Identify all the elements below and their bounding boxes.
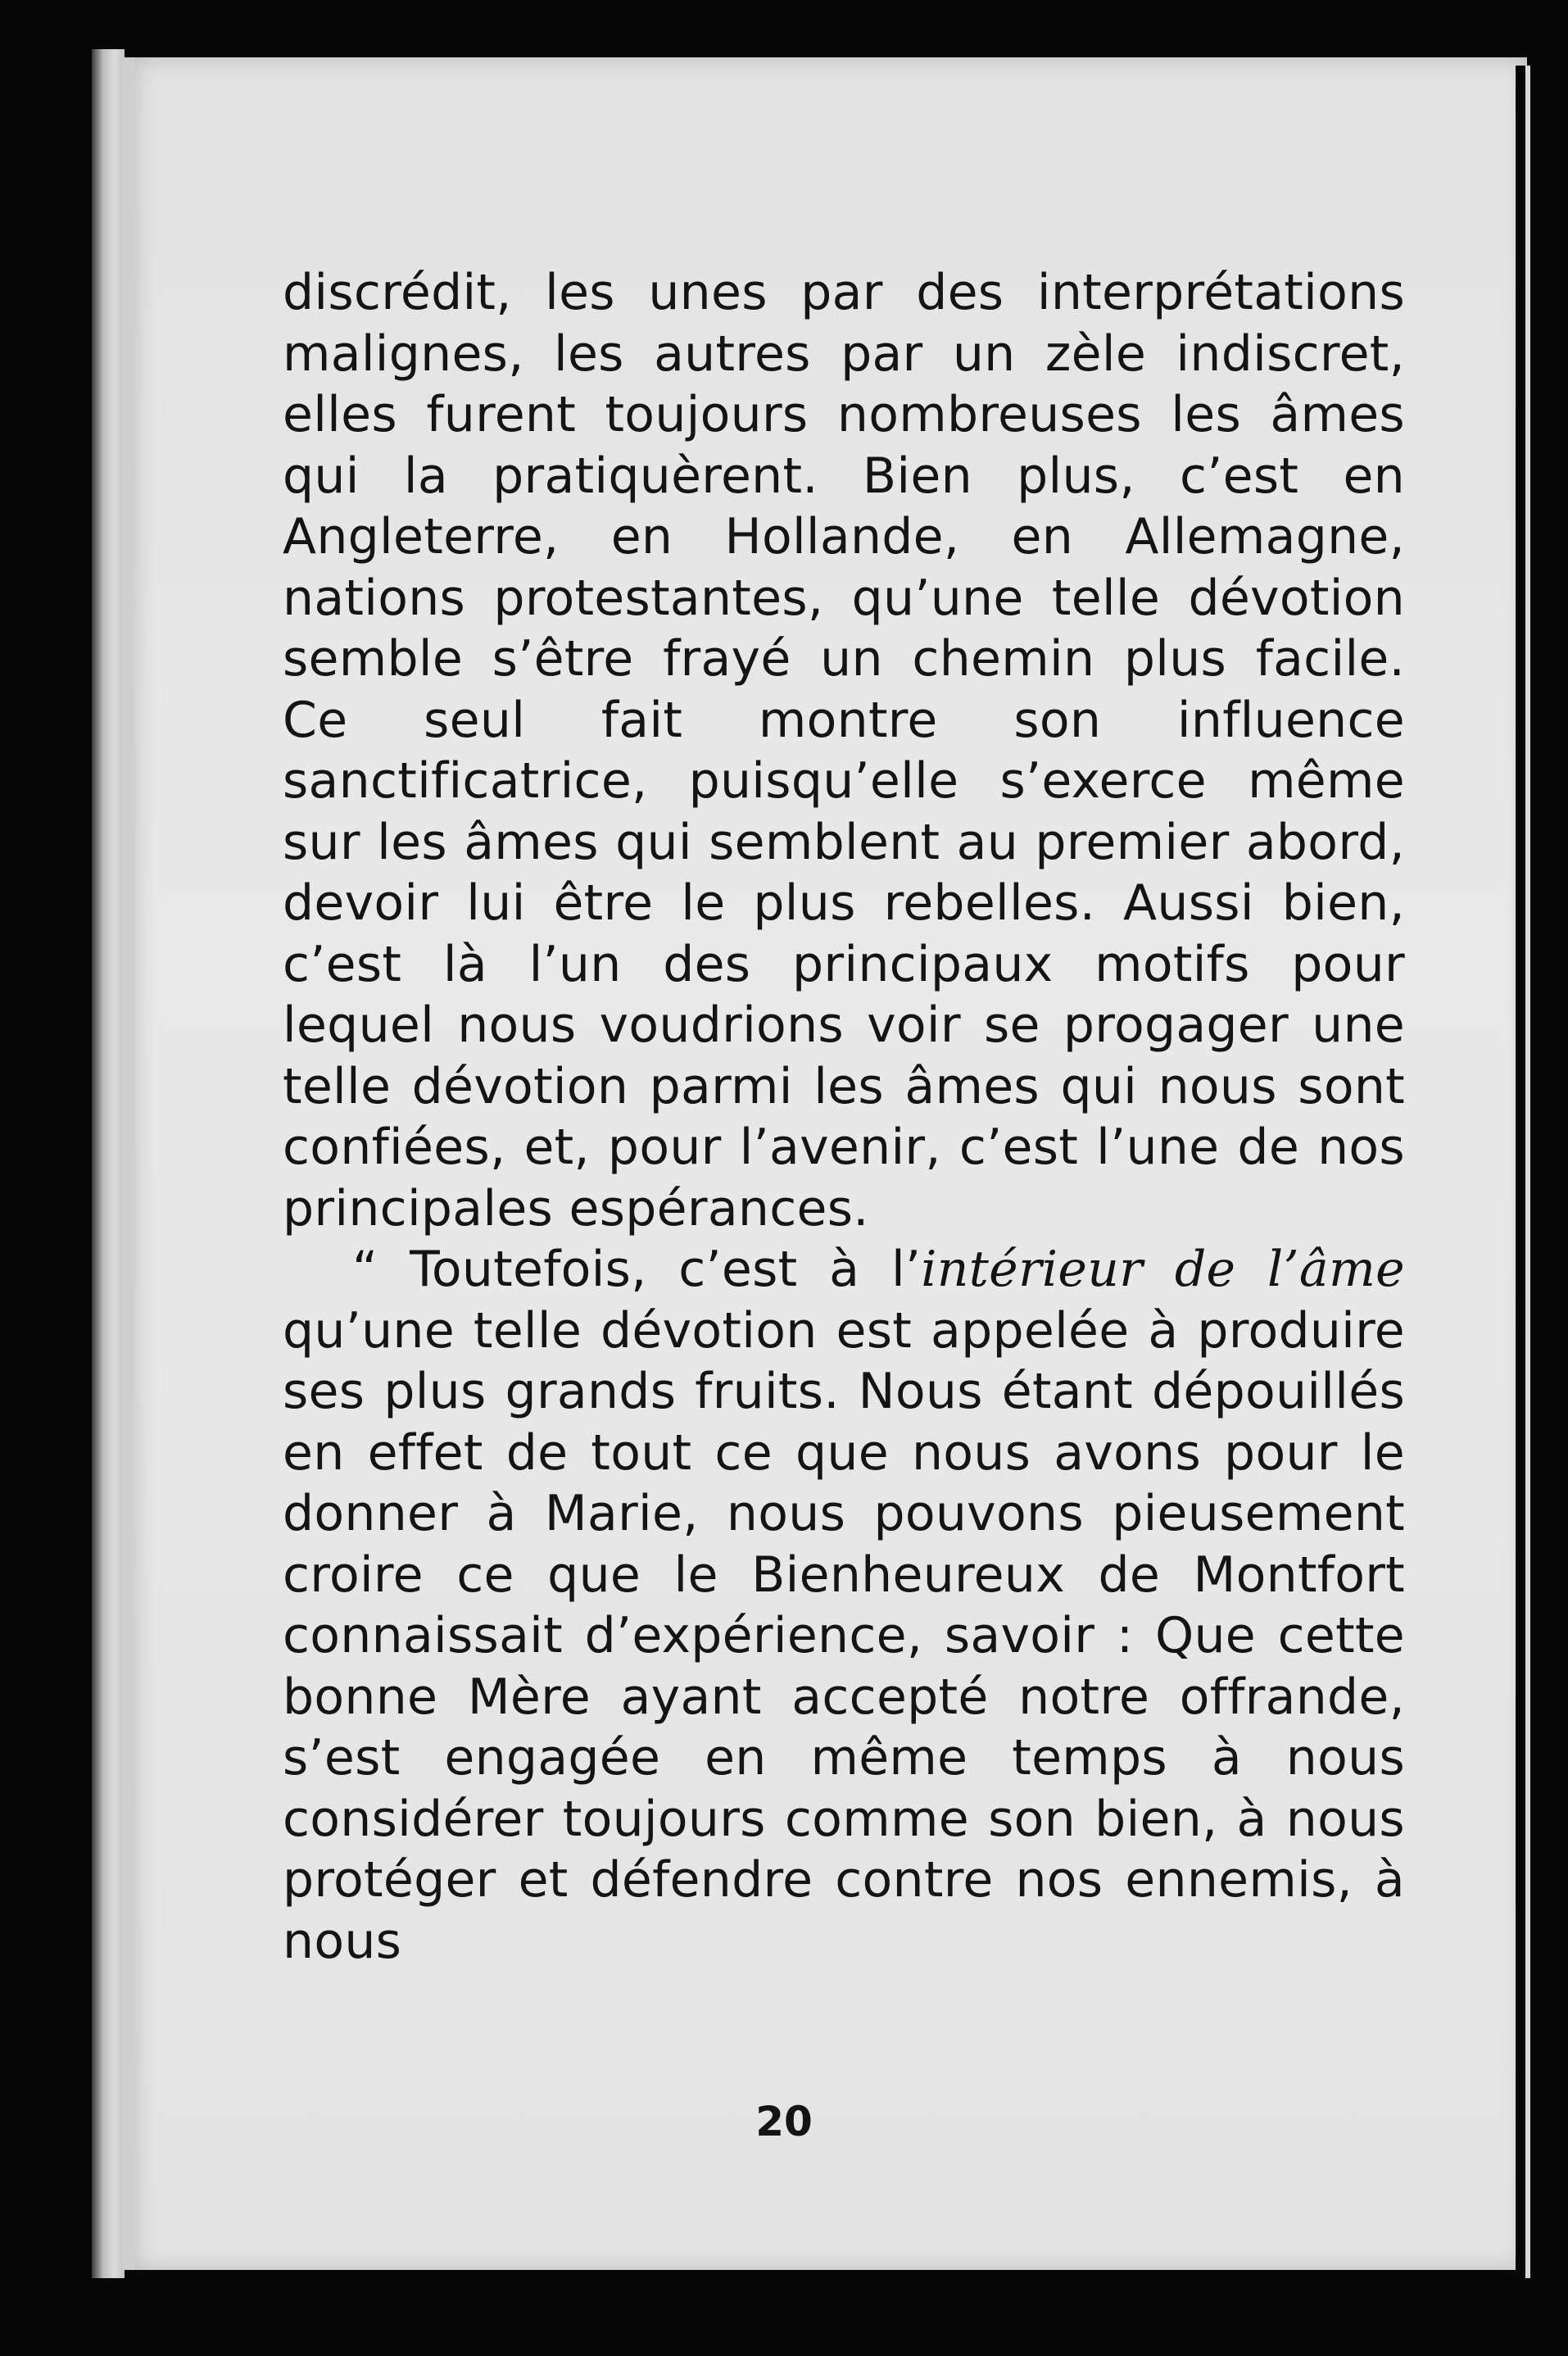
paragraph-2-italic-phrase: intérieur de l’âme — [921, 1241, 1405, 1298]
paragraph-2 — [283, 1239, 1405, 1972]
page-number: 20 — [755, 2098, 813, 2145]
book-binding-line — [1525, 66, 1530, 2278]
body-text — [283, 262, 1405, 1972]
paragraph-1-text: discrédit, les unes par des interprétations malignes, les autres par un zèle indiscret, elles furent toujours nombreuses les âmes qui la pratiquèrent. Bien plus, c’est en Angleterre, en Hollande, en Allemagne, nations protestantes, qu’une telle dévotion semble s’être frayé un chemin plus facile. Ce seul fait montre son influence sanctificatrice, puisqu’elle s’exerce même sur les âmes qui semblent au premier abord, devoir lui être le plus rebelles. Aussi bien, c’est là l’un des principaux motifs pour lequel nous voudrions voir se progager une telle dévotion parmi les âmes qui nous sont confiées, et, pour l’avenir, c’est l’une de nos principales espérances. — [283, 264, 1405, 1237]
book-page-right-shadow — [1516, 66, 1568, 2278]
paragraph-2-text-start: “ Toutefois, c’est à l’ — [352, 1241, 922, 1298]
paragraph-2-text-end: qu’une telle dévotion est appelée à produire ses plus grands fruits. Nous étant dépouillés en effet de tout ce que nous avons pour le donner à Marie, nous pouvons pieusement croire ce que le Bienheureux de Montfort connaissait d’expérience, savoir : Que cette bonne Mère ayant accepté notre offrande, s’est engagée en même temps à nous considérer toujours comme son bien, à nous protéger et défendre contre nos ennemis, à nous — [283, 1301, 1405, 1970]
paragraph-1 — [283, 262, 1405, 1239]
book-page-left-edge — [92, 49, 125, 2278]
